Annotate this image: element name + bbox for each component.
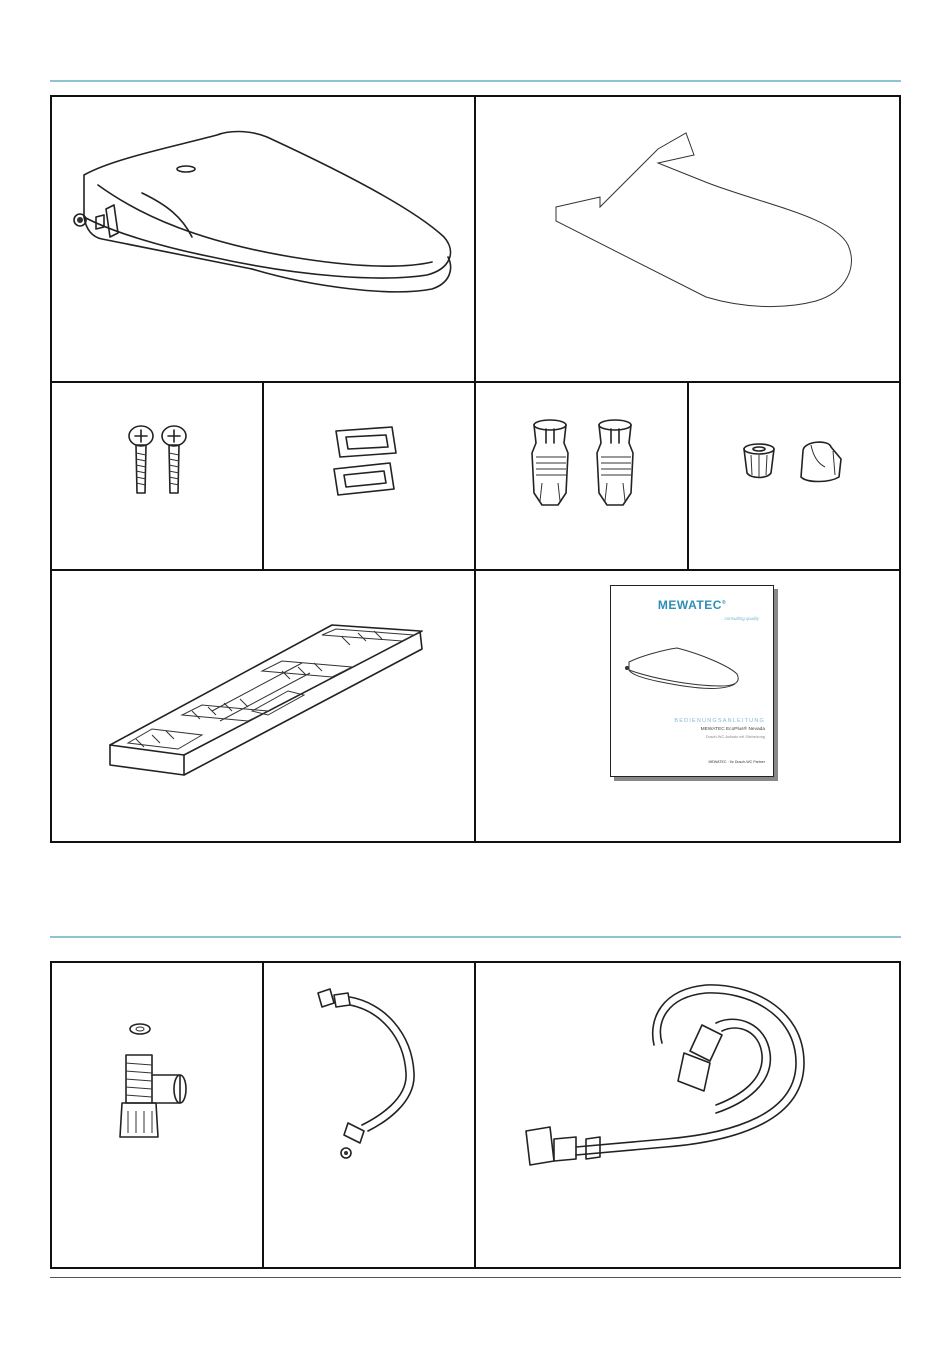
toilet-seat-cell [52, 97, 476, 383]
mounting-plate-cell [52, 571, 476, 841]
section-divider-middle [50, 936, 901, 938]
t-valve-icon [52, 963, 264, 1267]
page-bottom-rule [50, 1277, 901, 1278]
parts-grid-2 [50, 961, 901, 1269]
caps-cell [689, 383, 899, 571]
toilet-seat-icon [52, 97, 476, 383]
manual-title: BEDIENUNGSANLEITUNG [674, 718, 765, 724]
mounting-plate-icon [52, 571, 476, 841]
manual-seat-illustration [611, 636, 773, 716]
long-hose-icon [476, 963, 899, 1267]
t-valve-cell [52, 963, 264, 1267]
screws-cell [52, 383, 264, 571]
short-hose-cell [264, 963, 476, 1267]
section-divider-top [50, 80, 901, 82]
manual-footer: MEWATEC · Ihr Dusch-WC Partner [708, 760, 765, 764]
long-hose-cell [476, 963, 899, 1267]
washers-cell [264, 383, 476, 571]
rubber-washers-icon [264, 383, 476, 571]
dowels-cell [476, 383, 689, 571]
mounting-template-cell [476, 97, 899, 383]
manual-subtitle: Dusch-WC-Aufsatz mit Sitzheizung [705, 735, 765, 739]
manual-tagline: consulting quality [724, 616, 759, 621]
manual-model: MEWATEC EcoPlus® Nevada [700, 727, 765, 732]
expansion-dowels-icon [476, 383, 689, 571]
cap-nuts-icon [689, 383, 899, 571]
short-hose-icon [264, 963, 476, 1267]
manual-brand: MEWATEC® [657, 598, 727, 612]
mounting-template-icon [476, 97, 899, 383]
user-manual [610, 585, 774, 777]
screws-icon [52, 383, 264, 571]
